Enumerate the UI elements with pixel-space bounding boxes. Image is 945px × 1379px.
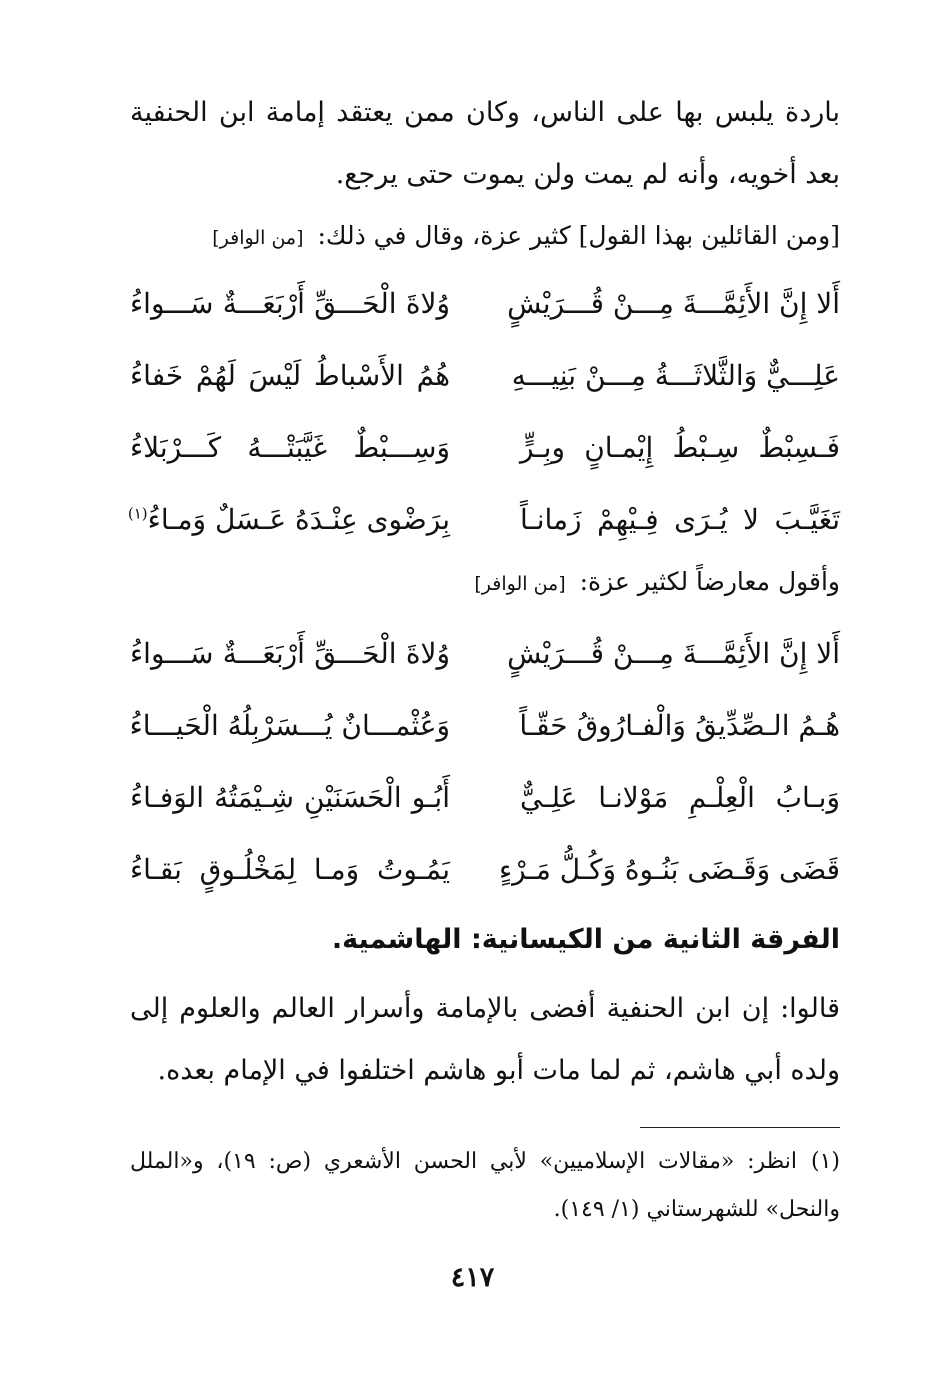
section-heading: الفرقة الثانية من الكيسانية: الهاشمية. — [331, 924, 840, 955]
poem-verse — [127, 498, 840, 570]
top-paragraph: باردة يلبس بها على الناس، وكان ممن يعتقد إمامة ابن الحنفية بعد أخويه، وأنه لم يمت ولن يموت حتى يرجع. — [130, 97, 840, 190]
poem-verse — [130, 632, 840, 704]
second-poem-meter: [من الوافر] — [474, 573, 566, 595]
verse-second-hemistich: وُلاةَ الْحَـــقِّ أَرْبَعَـــةٌ سَـــواءُ — [130, 637, 450, 670]
verse-second-hemistich-with-footnote — [127, 498, 450, 542]
verse-second-hemistich: وُلاةَ الْحَـــقِّ أَرْبَعَـــةٌ سَـــواءُ — [130, 287, 450, 320]
verse-second-hemistich: يَمُـوتُ وَمـا لِمَخْلُـوقٍ بَقـاءُ — [130, 853, 450, 886]
verse-first-hemistich: عَلِـــيٌّ وَالثَّلاثَـــةُ مِـــنْ بَنِيـــهِ — [511, 359, 840, 392]
second-poem-intro-text: وأقول معارضاً لكثير عزة: — [579, 567, 840, 596]
verse-first-hemistich: هُـمُ الـصِّدِّيقُ وَالْفـارُوقُ حَقّـاً — [519, 709, 840, 742]
verse-first-hemistich: وَبـابُ الْعِلْـمِ مَوْلانـا عَلِـيٌّ — [520, 781, 840, 814]
verse-text: بِرَضْوى عِنْـدَهُ عَـسَلٌ وَمـاءُ — [147, 503, 450, 536]
poem-verse — [130, 848, 840, 920]
page-number: ٤١٧ — [450, 1262, 495, 1293]
footnote-divider — [640, 1127, 840, 1128]
poem-verse — [130, 776, 840, 848]
poem-verse — [130, 426, 840, 498]
poem-verse — [130, 282, 840, 354]
footnote-marker: (١) — [127, 504, 148, 523]
footnote-text: انظر: «مقالات الإسلاميين» لأبي الحسن الأشعري (ص: ١٩)، و«الملل والنحل» للشهرستاني (١/ ١٤٩). — [130, 1149, 840, 1222]
verse-second-hemistich: هُمُ الأَسْباطُ لَيْسَ لَهُمْ خَفاءُ — [130, 359, 450, 392]
verse-first-hemistich: أَلا إِنَّ الأَئِمَّـــةَ مِـــنْ قُـــرَيْشٍ — [507, 287, 840, 320]
poem-verse — [130, 704, 840, 776]
section-paragraph: قالوا: إن ابن الحنفية أفضى بالإمامة وأسرار العالم والعلوم إلى ولده أبي هاشم، ثم لما مات أبو هاشم اختلفوا في الإمام بعده. — [130, 993, 840, 1086]
footnote-number: (١) — [810, 1149, 840, 1174]
verse-second-hemistich: أَبُـو الْحَسَنَيْنِ شِـيْمَتُهُ الوَفـاءُ — [130, 781, 450, 814]
verse-first-hemistich: قَضَى وَقَـضَى بَنُـوهُ وَكُـلُّ مَـرْءٍ — [499, 853, 840, 886]
verse-first-hemistich: فَـسِبْطٌ سِـبْطُ إِيْمـانٍ وبِـرٍّ — [520, 431, 840, 464]
second-poem-intro — [130, 562, 840, 604]
verse-first-hemistich: تَغَيَّـبَ لا يُـرَى فِـيْهِمْ زَمانـاً — [520, 503, 840, 536]
first-poem-intro — [130, 216, 840, 258]
verse-first-hemistich: أَلا إِنَّ الأَئِمَّـــةَ مِـــنْ قُـــرَيْشٍ — [507, 637, 840, 670]
second-poem — [130, 632, 840, 920]
first-poem-meter: [من الوافر] — [212, 227, 304, 249]
footnote — [130, 1138, 840, 1234]
first-poem-intro-text: [ومن القائلين بهذا القول] كثير عزة، وقال في ذلك: — [317, 221, 840, 250]
first-poem — [127, 282, 840, 570]
verse-second-hemistich: وَعُثْمـــانٌ يُـــسَرْبِلُهُ الْحَيـــاءُ — [129, 709, 450, 742]
poem-verse — [130, 354, 840, 426]
verse-second-hemistich: وَسِـــبْطٌ غَيَّبَتْـــهُ كَـــرْبَلاءُ — [130, 431, 450, 464]
